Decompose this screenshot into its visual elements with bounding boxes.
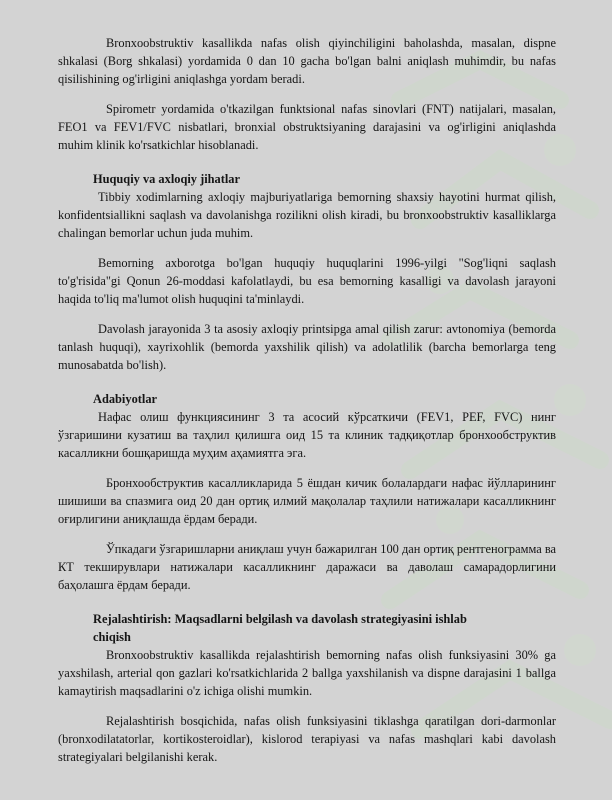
paragraph-legal-3: Davolash jarayonida 3 ta asosiy axloqiy printsipga amal qilish zarur: avtonomiya (bemorda tanlash huquqi), xayrixohlik (bemorda yaxshilik qilish) va adolatlilik (barcha bemorlarga teng munosabatda bo'lish). bbox=[58, 322, 556, 372]
paragraph-dispnea-scale: Bronxoobstruktiv kasallikda nafas olish qiyinchiligini baholashda, masalan, dispne shkalasi (Borg shkalasi) yordamida 0 dan 10 gacha bo'lgan balni aniqlash muhimdir, bu nafas qisilishining og'irligini aniqlashga yordam beradi. bbox=[58, 36, 556, 86]
paragraph-literature-1: Нафас олиш функциясининг 3 та асосий кўрсаткичи (FEV1, PEF, FVC) нинг ўзгаришини кузатиш ва таҳлил қилишга оид 15 та клиник тадқиқотлар бронхообструктив касалликни бошқаришда муҳим аҳамиятга эга. bbox=[58, 410, 556, 460]
paragraph-literature-3: Ўпкадаги ўзгаришларни аниқлаш учун бажарилган 100 дан ортиқ рентгенограмма ва КТ текширувлари натижалари касалликнинг даражаси ва даволаш самарадорлигини баҳолашга ёрдам беради. bbox=[58, 542, 557, 592]
heading-literature: Adabiyotlar bbox=[93, 392, 158, 406]
paragraph-planning-1: Bronxoobstruktiv kasallikda rejalashtirish bemorning nafas olish funksiyasini 30% ga yaxshilash, arterial qon gazlari ko'rsatkichlarida 2 ballga yaxshilanish va dispne darajasini 1 ballga kamaytirish maqsadlarini o'z ichiga olishi mumkin. bbox=[58, 648, 556, 698]
paragraph-planning-2: Rejalashtirish bosqichida, nafas olish funksiyasini tiklashga qaratilgan dori-darmonlar (bronxodilatatorlar, kortikosteroidlar), kislorod terapiyasi va nafas mashqlari kabi davolash strategiyalari belgilanishi kerak. bbox=[58, 714, 556, 764]
paragraph-legal-1: Tibbiy xodimlarning axloqiy majburiyatlariga bemorning shaxsiy hayotini hurmat qilish, konfidentsiallikni saqlash va davolanishga rozilikni olish kiradi, bu bronxoobstruktiv kasalliklarga chalingan bemorlar uchun juda muhim. bbox=[58, 190, 556, 240]
heading-legal-ethical: Huquqiy va axloqiy jihatlar bbox=[93, 172, 240, 186]
paragraph-legal-2: Bemorning axborotga bo'lgan huquqiy huquqlarini 1996-yilgi "Sog'liqni saqlash to'g'risida"gi Qonun 26-moddasi kafolatlaydi, bu esa bemorning kasalligi va davolash jarayoni haqida to'liq ma'lumot olish huquqini ta'minlaydi. bbox=[58, 256, 556, 306]
document-page bbox=[58, 34, 556, 766]
paragraph-spirometry: Spirometr yordamida o'tkazilgan funktsional nafas sinovlari (FNT) natijalari, masalan, FEO1 va FEV1/FVC nisbatlari, bronxial obstruktsiyaning darajasini va og'irligini aniqlashda muhim klinik ko'rsatkichlar hisoblanadi. bbox=[58, 102, 556, 152]
heading-planning-line1: Rejalashtirish: Maqsadlarni belgilash va davolash strategiyasini ishlab bbox=[93, 612, 467, 626]
heading-planning-line2: chiqish bbox=[93, 630, 131, 644]
heading-planning bbox=[58, 610, 556, 646]
paragraph-literature-2: Бронхообструктив касалликларида 5 ёшдан кичик болалардаги нафас йўлларининг шишиши ва спазмига оид 20 дан ортиқ илмий мақолалар таҳлили натижалари касалликнинг оғирлигини аниқлашда ёрдам беради. bbox=[58, 476, 556, 526]
